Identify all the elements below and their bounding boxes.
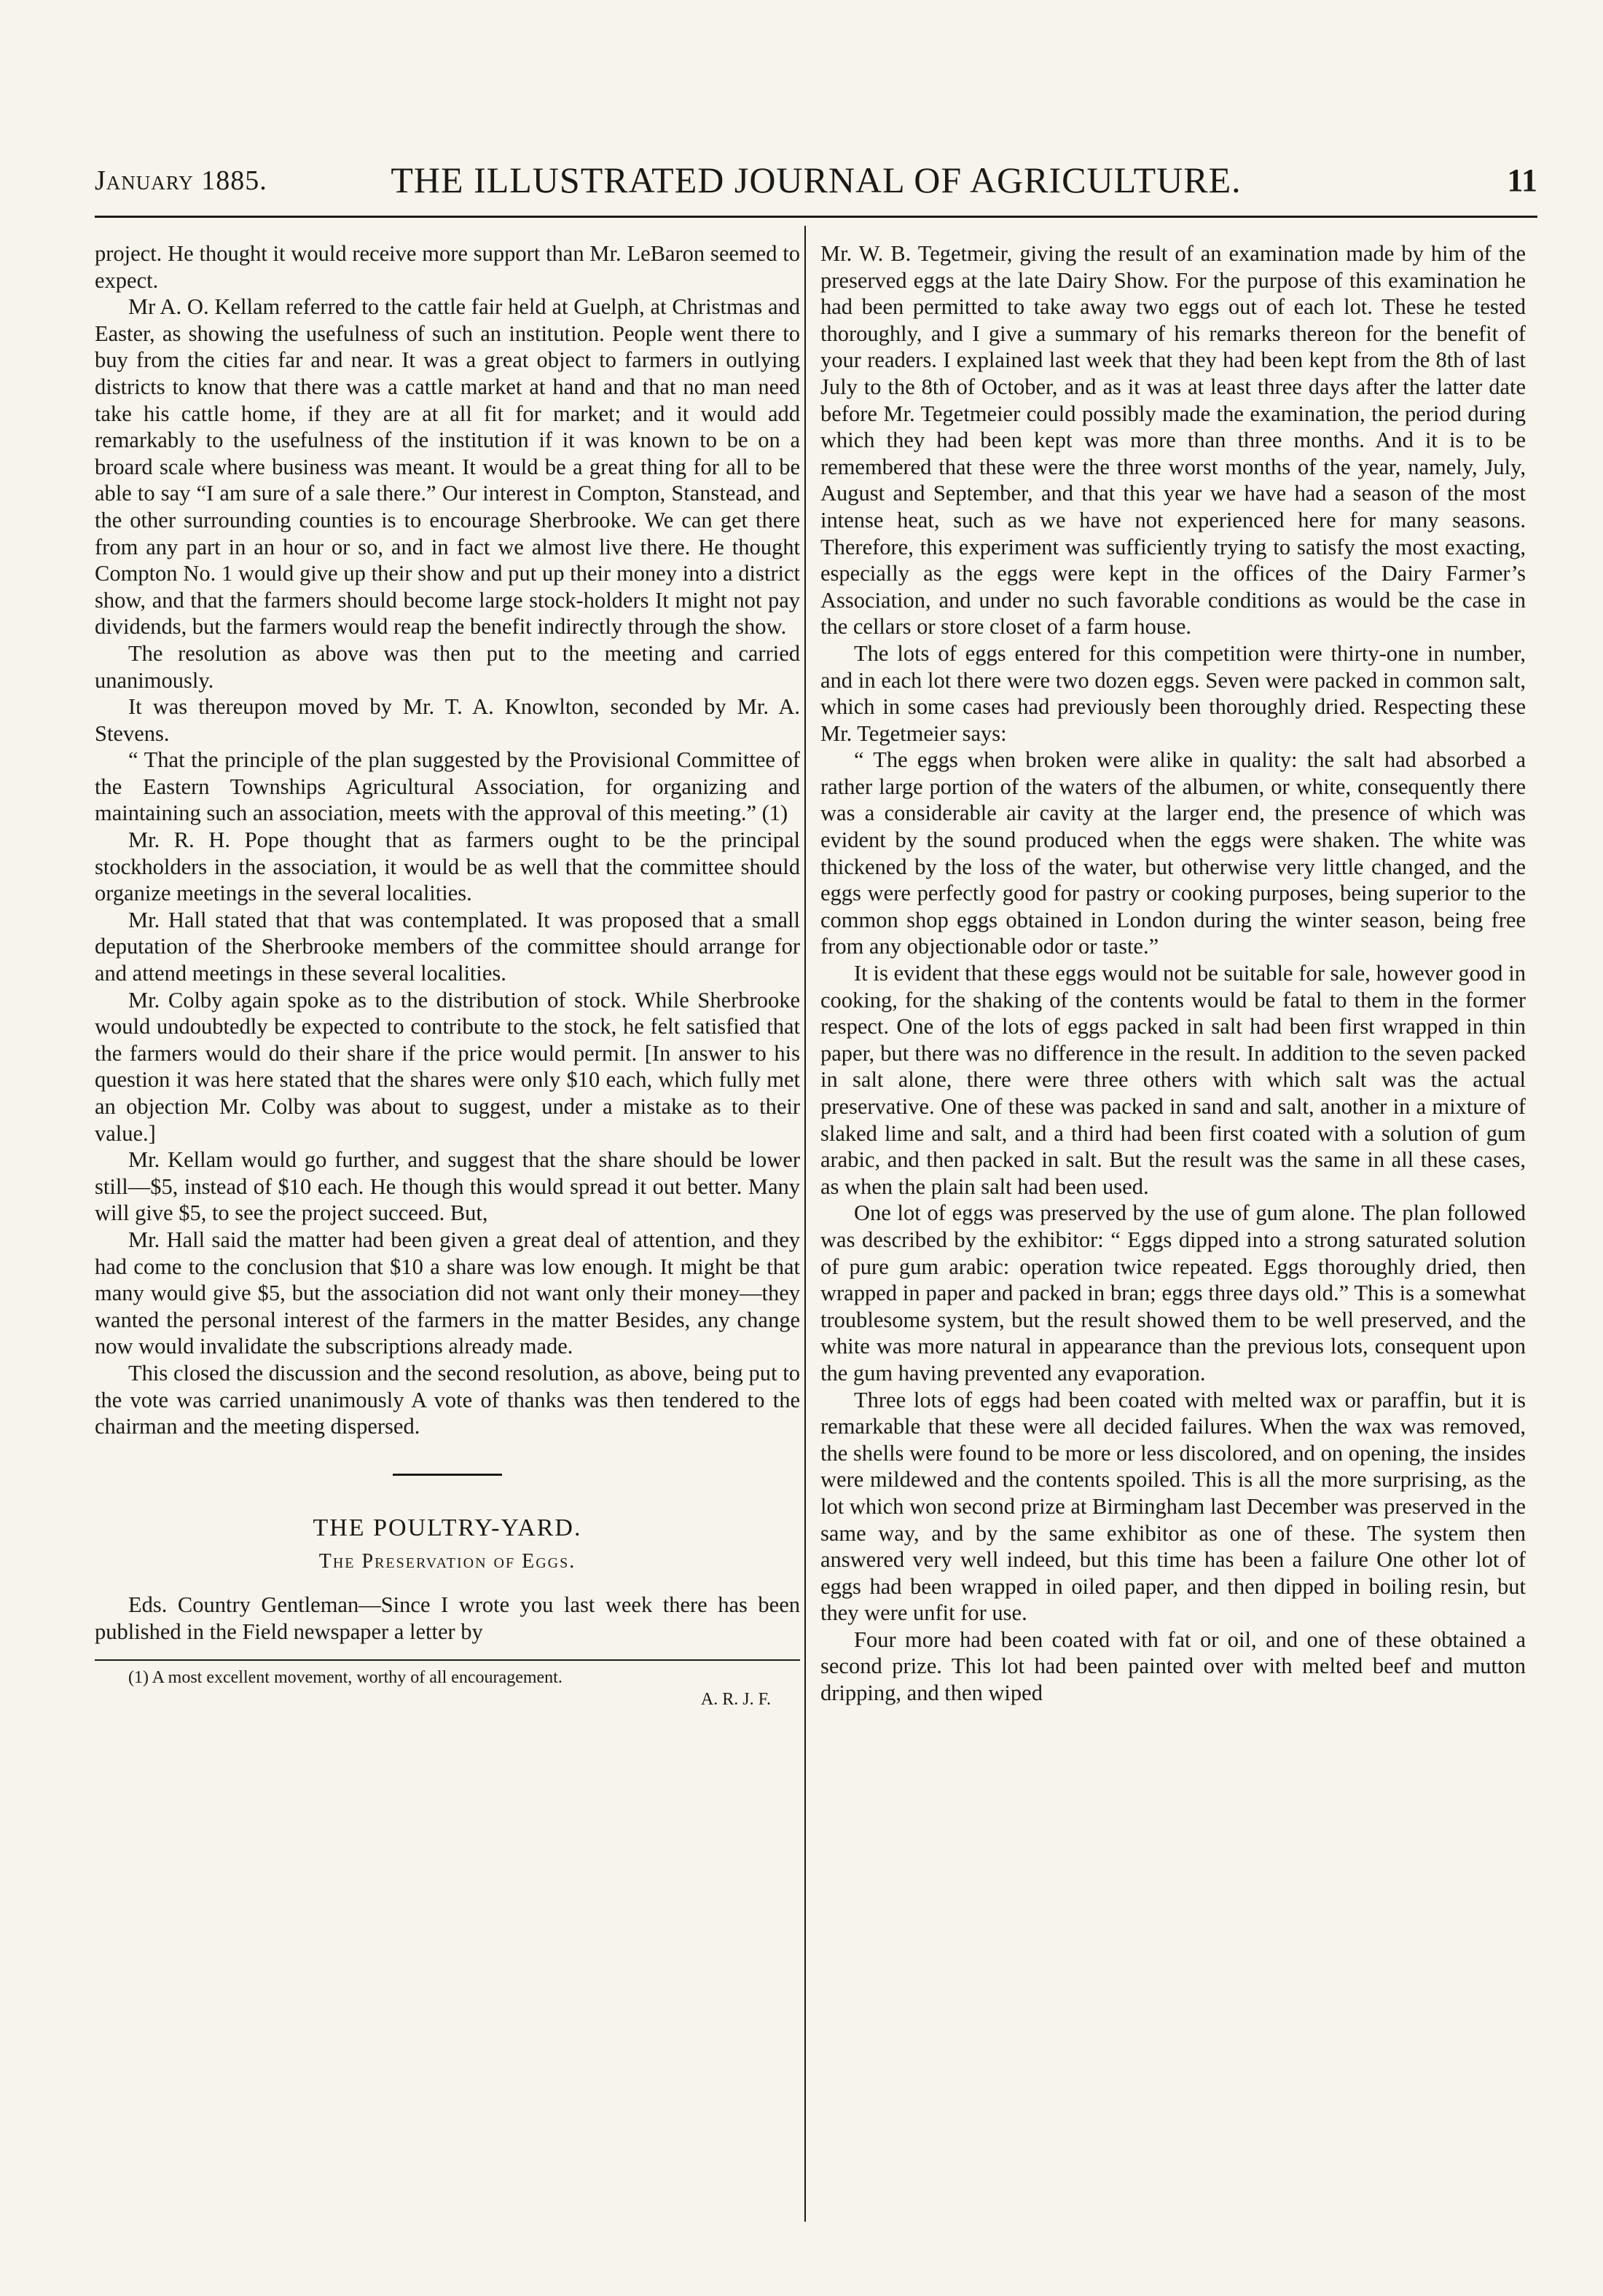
paragraph: Eds. Country Gentleman—Since I wrote you last week there has been published in the Field newspaper a letter by bbox=[95, 1592, 800, 1644]
paragraph: Mr. Kellam would go further, and suggest that the share should be lower still—$5, instead of $10 each. He though this would spread it out better. Many will give $5, to see the project succeed. But, bbox=[95, 1147, 800, 1226]
footnote-signature: A. R. J. F. bbox=[700, 1690, 771, 1710]
paragraph: The lots of eggs entered for this competition were thirty-one in number, and in each lot there were two dozen eggs. Seven were packed in common salt, which in some cases had previously been thoroughly dried. Respecting these Mr. Tegetmeier says: bbox=[820, 640, 1526, 746]
section-separator bbox=[393, 1474, 502, 1476]
paragraph: Mr. Hall said the matter had been given a great deal of attention, and they had come to the conclusion that $10 a share was low enough. It might be that many would give $5, but the association did not want only their money—they wanted the personal interest of the farmers in the matter Besides, any change now would invalidate the subscriptions already made. bbox=[95, 1227, 800, 1359]
paragraph: It was thereupon moved by Mr. T. A. Knowlton, seconded by Mr. A. Stevens. bbox=[95, 694, 800, 746]
paragraph: Mr. W. B. Tegetmeir, giving the result of an examination made by him of the preserved eggs at the late Dairy Show. For the purpose of this examination he had been permitted to take away two eggs out of each lot. These he tested thoroughly, and I give a summary of his remarks thereon for the benefit of your readers. I explained last week that they had been kept from the 8th of last July to the 8th of October, and as it was at least three days after the latter date before Mr. Tegetmeier could possibly made the examination, the period during which they had been kept was more than three months. And it is to be remembered that these were the three worst months of the year, namely, July, August and September, and that this year we have had a season of the most intense heat, such as we have not experienced here for many seasons. Therefore, this experiment was sufficiently trying to satisfy the most exacting, especially as the eggs were kept in the offices of the Dairy Farmer’s Association, and under no such favorable conditions as would be the case in the cellars or store closet of a farm house. bbox=[820, 241, 1526, 640]
page-header bbox=[95, 159, 1537, 203]
section-subtitle: The Preservation of Eggs. bbox=[318, 1550, 576, 1573]
issue-date: January 1885. bbox=[95, 165, 267, 196]
paragraph: The resolution as above was then put to the meeting and carried unanimously. bbox=[95, 640, 800, 693]
paragraph: This closed the discussion and the second resolution, as above, being put to the vote was carried unanimously A vote of thanks was then tendered to the chairman and the meeting dispersed. bbox=[95, 1360, 800, 1439]
paragraph: Mr A. O. Kellam referred to the cattle fair held at Guelph, at Christmas and Easter, as showing the usefulness of such an institution. People went there to buy from the cities far and near. It was a great object to farmers in outlying districts to know that there was a cattle market at hand and that no man need take his cattle home, if they are at all fit for market; and it would add remarkably to the usefulness of the institution if it was known to be on a broard scale where business was meant. It would be a great thing for all to be able to say “I am sure of a sale there.” Our interest in Compton, Stanstead, and the other surrounding counties is to encourage Sherbrooke. We can get there from any part in an hour or so, and in fact we almost live there. He thought Compton No. 1 would give up their show and put up their money into a district show, and that the farmers should become large stock-holders It might not pay dividends, but the farmers would reap the benefit indirectly through the show. bbox=[95, 294, 800, 640]
paragraph: “ That the principle of the plan suggested by the Provisional Committee of the Eastern Townships Agricultural Association, for organizing and maintaining such an association, meets with the approval of this meeting.” (1) bbox=[95, 747, 800, 826]
right-column bbox=[820, 240, 1526, 2229]
left-column bbox=[95, 240, 800, 2229]
paragraph: It is evident that these eggs would not be suitable for sale, however good in cooking, for the shaking of the contents would be fatal to them in the former respect. One of the lots of eggs packed in salt had been first wrapped in thin paper, but there was no difference in the result. In addition to the seven packed in salt alone, there were three others with which salt was the actual preservative. One of these was packed in sand and salt, another in a mixture of slaked lime and salt, and a third had been first coated with a solution of gum arabic, and then packed in salt. But the result was the same in all these cases, as when the plain salt had been used. bbox=[820, 961, 1526, 1199]
footnote: (1) A most excellent movement, worthy of all encouragement. bbox=[128, 1668, 563, 1688]
paragraph: Mr. Hall stated that that was contemplated. It was proposed that a small deputation of the Sherbrooke members of the committee should arrange for and attend meetings in these several localities. bbox=[95, 907, 800, 986]
section-title: THE POULTRY-YARD. bbox=[313, 1514, 582, 1541]
paragraph: project. He thought it would receive more support than Mr. LeBaron seemed to expect. bbox=[95, 241, 800, 293]
paragraph: “ The eggs when broken were alike in quality: the salt had absorbed a rather large portion of the waters of the albumen, or white, consequently there was a considerable air cavity at the larger end, the presence of which was evident by the sound produced when the eggs were shaken. The white was thickened by the loss of the water, but otherwise very little changed, and the eggs were perfectly good for pastry or cooking purposes, being superior to the common shop eggs obtained in London during the winter season, being free from any objectionable odor or taste.” bbox=[820, 747, 1526, 959]
paragraph: Mr. R. H. Pope thought that as farmers ought to be the principal stockholders in the association, it would be as well that the committee should organize meetings in the several localities. bbox=[95, 827, 800, 906]
header-rule bbox=[95, 216, 1537, 218]
paragraph: One lot of eggs was preserved by the use of gum alone. The plan followed was described by the exhibitor: “ Eggs dipped into a strong saturated solution of pure gum arabic: operation twice repeated. Eggs thoroughly dried, then wrapped in paper and packed in bran; eggs three days old.” This is a somewhat troublesome system, but the result showed them to be well preserved, and the white was more natural in appearance than the previous lots, consequent upon the gum having prevented any evaporation. bbox=[820, 1200, 1526, 1385]
paragraph: Mr. Colby again spoke as to the distribution of stock. While Sherbrooke would undoubtedly be expected to contribute to the stock, he felt satisfied that the farmers would do their share if the price would permit. [In answer to his question it was here stated that the shares were only $10 each, which fully met an objection Mr. Colby was about to suggest, under a mistake as to their value.] bbox=[95, 987, 800, 1146]
column-divider bbox=[804, 226, 806, 2222]
paragraph: Four more had been coated with fat or oil, and one of these obtained a second prize. This lot had been painted over with melted beef and mutton dripping, and then wiped bbox=[820, 1627, 1526, 1706]
paragraph: Three lots of eggs had been coated with melted wax or paraffin, but it is remarkable that these were all decided failures. When the wax was removed, the shells were found to be more or less discolored, and on opening, the insides were mildewed and the contents spoiled. This is all the more surprising, as the lot which won second prize at Birmingham last December was preserved in the same way, and by the same exhibitor as one of these. The system then answered very well indeed, but this time has been a failure One other lot of eggs had been wrapped in oiled paper, and then dipped in boiling resin, but they were unfit for use. bbox=[820, 1387, 1526, 1626]
journal-title: THE ILLUSTRATED JOURNAL OF AGRICULTURE. bbox=[391, 160, 1242, 200]
page-number: 11 bbox=[1507, 162, 1537, 198]
footnote-rule bbox=[95, 1659, 800, 1661]
